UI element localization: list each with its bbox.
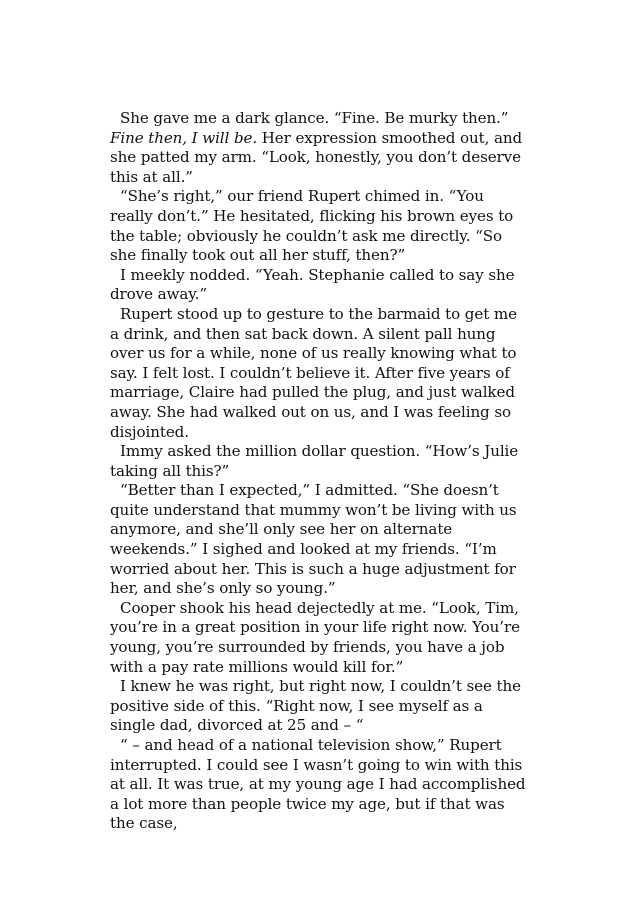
paragraph-text: I knew he was right, but right now, I couldn’t see the positive side of this. “Right now, I see myself as a single dad, divorced at 25 and – “ <box>110 677 521 735</box>
paragraph-3 <box>110 266 528 305</box>
paragraph-text: Cooper shook his head dejectedly at me. “Look, Tim, you’re in a great position in your life right now. You’re young, you’re surrounded by friends, you have a job with a pay rate millions would kill for.” <box>110 598 520 676</box>
paragraph-6 <box>110 481 528 599</box>
paragraph-text: I meekly nodded. “Yeah. Stephanie called to say she drove away.” <box>110 265 515 304</box>
paragraph-5 <box>110 442 528 481</box>
body-text <box>110 109 528 834</box>
paragraph-2 <box>110 187 528 265</box>
paragraph-4 <box>110 305 528 442</box>
paragraph-8 <box>110 677 528 736</box>
paragraph-italic-text: Fine then, I will be. <box>110 128 258 147</box>
paragraph-text: “Better than I expected,” I admitted. “She doesn’t quite understand that mummy won’t be living with us anymore, and she’ll only see her on alternate weekends.” I sighed and looked at my friends. “I’m worried about her. This is such a huge adjustment for her, and she’s only so young.” <box>110 481 517 598</box>
paragraph-text: “She’s right,” our friend Rupert chimed in. “You really don’t.” He hesitated, flicking his brown eyes to the table; obviously he couldn’t ask me directly. “So she finally took out all her stuff, then?” <box>110 187 514 265</box>
paragraph-text: She gave me a dark glance. “Fine. Be murky then.” <box>120 109 509 127</box>
paragraph-text: Immy asked the million dollar question. “How’s Julie taking all this?” <box>110 442 519 480</box>
paragraph-text: Her expression smoothed out, and she patted my arm. “Look, honestly, you don’t deserve this at all.” <box>110 128 523 186</box>
paragraph-text: Rupert stood up to gesture to the barmaid to get me a drink, and then sat back down. A silent pall hung over us for a while, none of us really knowing what to say. I felt lost. I couldn’t believe it. After five years of marriage, Claire had pulled the plug, and just walked away. She had walked out on us, and I was feeling so disjointed. <box>110 304 517 441</box>
paragraph-text: “ – and head of a national television show,” Rupert interrupted. I could see I wasn’t going to win with this at all. It was true, at my young age I had accomplished a lot more than people twice my age, but if that was the case, <box>110 736 526 833</box>
paragraph-9 <box>110 736 528 834</box>
paragraph-7 <box>110 599 528 677</box>
paragraph-1 <box>110 109 528 187</box>
